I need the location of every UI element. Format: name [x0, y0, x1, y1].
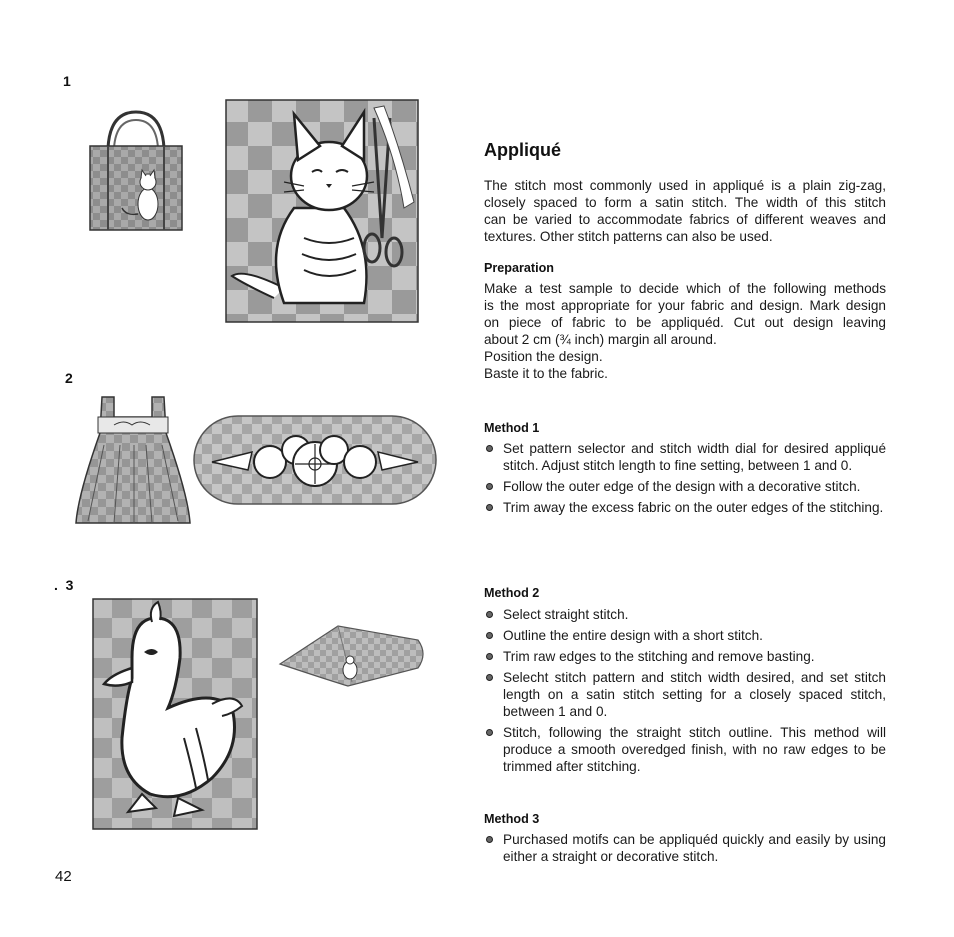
intro-line: textures. Other stitch patterns can also be used. — [484, 229, 773, 244]
cat-applique-icon — [224, 98, 420, 324]
method-3-heading: Method 3 — [484, 812, 540, 826]
towel-illustration — [278, 620, 428, 690]
figure-1-label: 1 — [63, 73, 71, 89]
bullet-dot-icon — [486, 445, 493, 452]
list-item-text: Trim raw edges to the stitching and remove basting. — [503, 649, 815, 664]
figure-3-number: 3 — [65, 577, 74, 593]
preparation-line: Baste it to the fabric. — [484, 366, 608, 381]
dress-illustration — [74, 395, 192, 535]
method-2-heading: Method 2 — [484, 586, 540, 600]
cat-panel-illustration — [224, 98, 420, 324]
method-3-list — [484, 831, 886, 869]
list-item — [484, 724, 886, 775]
folded-towel-icon — [278, 620, 428, 690]
bullet-dot-icon — [486, 632, 493, 639]
intro-line: closely spaced to form a satin stitch. The width of this stitch — [484, 195, 886, 210]
page-number: 42 — [55, 868, 72, 885]
list-item — [484, 669, 886, 720]
list-item-text: Stitch, following the straight stitch outline. This method will produce a smooth overedged finish, with no raw edges to be trimmed after stitching. — [503, 725, 886, 774]
preparation-line: Make a test sample to decide which of the following methods — [484, 281, 886, 296]
list-item-text: Set pattern selector and stitch width dial for desired appliqué stitch. Adjust stitch length to fine setting, between 1 and 0. — [503, 441, 886, 473]
bag-illustration — [86, 108, 186, 232]
section-title: Appliqué — [484, 140, 561, 160]
list-item-text: Purchased motifs can be appliquéd quickly and easily by using either a straight or decorative stitch. — [503, 832, 886, 864]
flower-pillow-illustration — [192, 414, 438, 506]
preparation-line: is the most appropriate for your fabric and design. Mark design — [484, 298, 886, 313]
list-item — [484, 648, 886, 665]
dress-icon — [74, 395, 192, 535]
preparation-line: on piece of fabric to be appliquéd. Cut out design leaving — [484, 315, 886, 330]
list-item-text: Selecht stitch pattern and stitch width desired, and set stitch length on a satin stitch setting for a closely spaced stitch, between 1 and 0. — [503, 670, 886, 719]
flower-applique-icon — [192, 414, 438, 506]
method-1-heading: Method 1 — [484, 421, 540, 435]
list-item-text: Follow the outer edge of the design with a decorative stitch. — [503, 479, 861, 494]
list-item-text: Trim away the excess fabric on the outer edges of the stitching. — [503, 500, 884, 515]
preparation-line: Position the design. — [484, 349, 603, 364]
list-item — [484, 831, 886, 865]
list-item — [484, 627, 886, 644]
bullet-dot-icon — [486, 611, 493, 618]
list-item — [484, 478, 886, 495]
list-item — [484, 499, 886, 516]
intro-line: can be varied to accommodate fabrics of different weaves and — [484, 212, 886, 227]
method-2-list — [484, 606, 886, 779]
bullet-dot-icon — [486, 674, 493, 681]
bag-icon — [86, 108, 186, 232]
bullet-dot-icon — [486, 483, 493, 490]
list-item-text: Select straight stitch. — [503, 607, 629, 622]
figure-3-prefix: . — [54, 577, 58, 593]
intro-paragraph — [484, 177, 886, 245]
bullet-dot-icon — [486, 653, 493, 660]
method-1-list — [484, 440, 886, 520]
preparation-heading: Preparation — [484, 261, 554, 275]
bullet-dot-icon — [486, 729, 493, 736]
preparation-paragraph — [484, 280, 886, 382]
figure-2-label: 2 — [65, 370, 73, 386]
bullet-dot-icon — [486, 504, 493, 511]
figure-3-label — [54, 577, 73, 593]
preparation-line: about 2 cm (¾ inch) margin all around. — [484, 332, 717, 347]
bullet-dot-icon — [486, 836, 493, 843]
duck-panel-illustration — [92, 598, 258, 830]
intro-line: The stitch most commonly used in appliqué is a plain zig-zag, — [484, 178, 886, 193]
list-item — [484, 606, 886, 623]
list-item — [484, 440, 886, 474]
list-item-text: Outline the entire design with a short stitch. — [503, 628, 763, 643]
duck-applique-icon — [92, 598, 258, 830]
